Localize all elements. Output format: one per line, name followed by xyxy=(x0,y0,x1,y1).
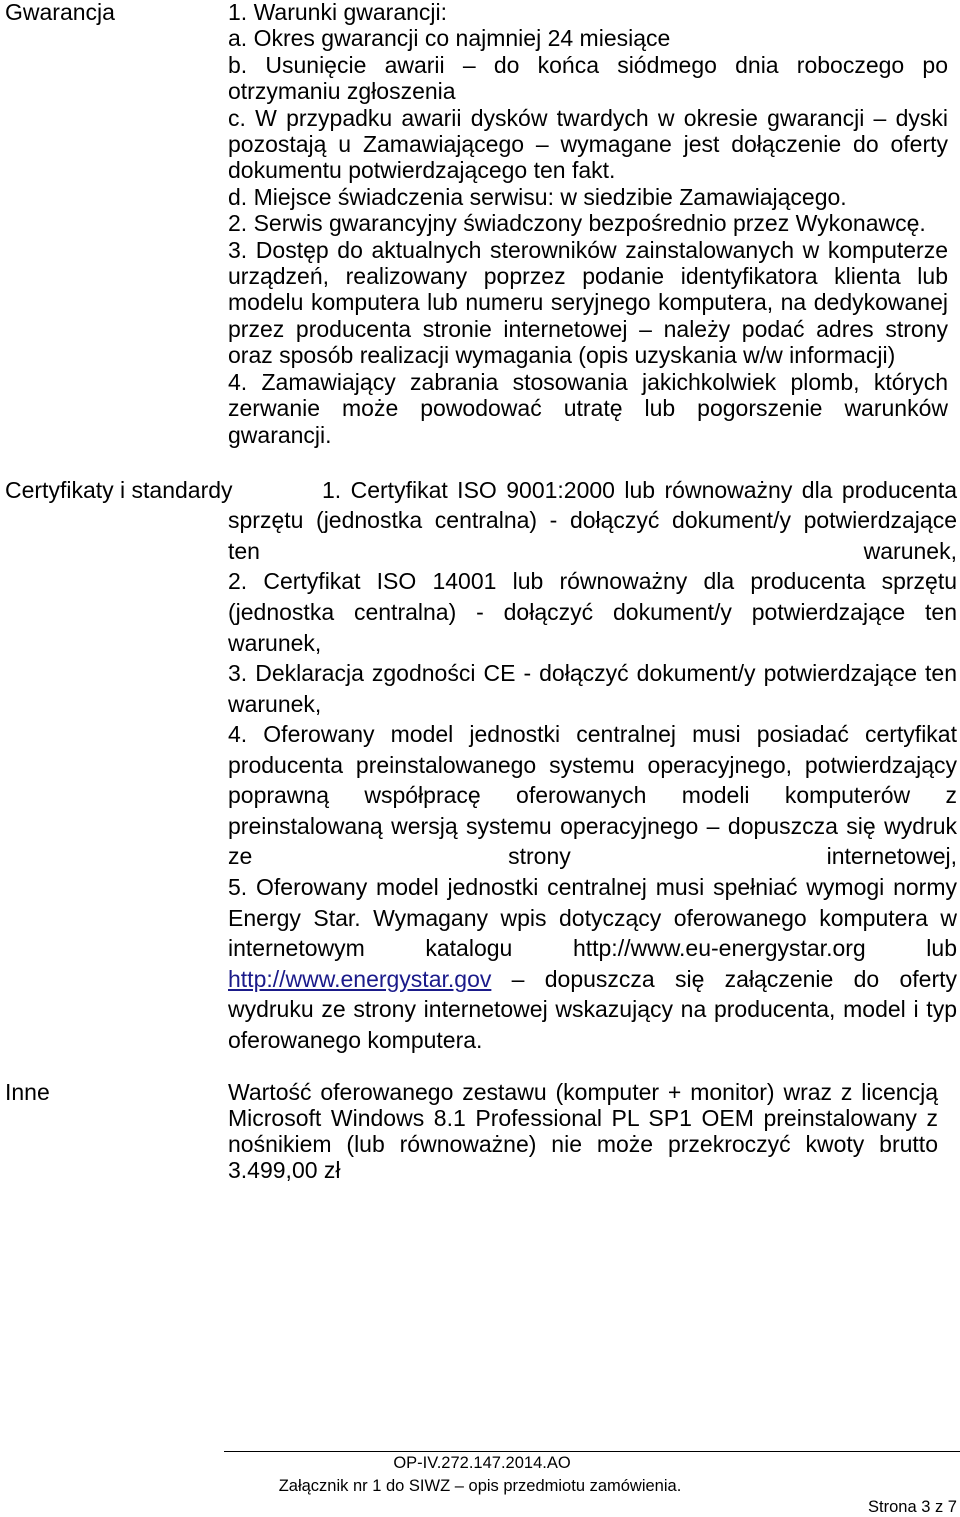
text-line: 4. Oferowany model jednostki centralnej musi posiadać certyfikat xyxy=(228,721,957,748)
text-line: otrzymaniu zgłoszenia xyxy=(228,78,456,105)
link-trailing-text: – dopuszcza się załączenie do oferty xyxy=(511,965,958,992)
text-line: urządzeń, realizowany poprzez podanie identyfikatora klienta lub xyxy=(228,263,948,290)
section-certificates-body xyxy=(228,475,957,1056)
text-line: internetowym katalogu http://www.eu-energystar.org lub xyxy=(228,935,957,962)
other-item xyxy=(228,1079,938,1183)
warranty-item xyxy=(228,52,948,105)
text-line: zerwanie może powodować utratę lub pogorszenie warunków xyxy=(228,395,948,422)
text-line: nośnikiem (lub równoważne) nie może przekroczyć kwoty brutto xyxy=(228,1131,938,1157)
certificate-item xyxy=(228,719,957,872)
warranty-item xyxy=(228,25,948,51)
text-line: d. Miejsce świadczenia serwisu: w siedzibie Zamawiającego. xyxy=(228,183,847,210)
text-line: (jednostka centralna) - dołączyć dokument/y potwierdzające ten xyxy=(228,598,957,625)
text-line: ze strony internetowej, xyxy=(228,843,957,870)
text-line: Energy Star. Wymagany wpis dotyczący oferowanego komputera w xyxy=(228,904,957,931)
warranty-item xyxy=(228,210,948,236)
text-line: oferowanego komputera. xyxy=(228,1026,483,1053)
section-label-certificates: Certyfikaty i standardy xyxy=(5,476,233,503)
text-line: 1. Warunki gwarancji: xyxy=(228,0,448,25)
section-label-warranty: Gwarancja xyxy=(5,0,115,25)
warranty-item xyxy=(228,237,948,369)
text-line: 1. Certyfikat ISO 9001:2000 lub równoważny dla producenta xyxy=(322,476,957,503)
warranty-item xyxy=(228,105,948,184)
section-other-body xyxy=(228,1079,938,1183)
text-line: 4. Zamawiający zabrania stosowania jakichkolwiek plomb, których xyxy=(228,368,948,395)
certificate-item xyxy=(228,475,957,567)
text-line: sprzętu (jednostka centralna) - dołączyć dokument/y potwierdzające xyxy=(228,507,957,534)
text-line: 3. Dostęp do aktualnych sterowników zainstalowanych w komputerze xyxy=(228,236,948,263)
text-line-with-link xyxy=(228,964,957,995)
text-line: poprawną współpracę oferowanych modeli komputerów z xyxy=(228,782,957,809)
text-line: b. Usunięcie awarii – do końca siódmego dnia roboczego po xyxy=(228,51,948,78)
footer-attachment-title: Załącznik nr 1 do SIWZ – opis przedmiotu zamówienia. xyxy=(278,1477,682,1495)
text-line: przez producenta stronie internetowej – należy podać adres strony xyxy=(228,315,948,342)
warranty-item xyxy=(228,0,948,25)
text-line: modelu komputera lub numeru seryjnego komputera, na dedykowanej xyxy=(228,289,948,316)
warranty-item xyxy=(228,369,948,448)
text-line: warunek, xyxy=(228,629,322,656)
text-line: 2. Certyfikat ISO 14001 lub równoważny dla producenta sprzętu xyxy=(228,568,957,595)
section-warranty-body xyxy=(228,0,948,448)
text-line: c. W przypadku awarii dysków twardych w okresie gwarancji – dyski xyxy=(228,104,948,131)
text-line: warunek, xyxy=(228,690,322,717)
text-line: 2. Serwis gwarancyjny świadczony bezpośrednio przez Wykonawcę. xyxy=(228,210,926,237)
text-line: pozostają u Zamawiającego – wymagane jest dołączenie do oferty xyxy=(228,131,948,158)
energystar-link[interactable]: http://www.energystar.gov xyxy=(228,965,492,992)
page-number: Strona 3 z 7 xyxy=(868,1498,957,1516)
text-line: Wartość oferowanego zestawu (komputer + monitor) wraz z licencją xyxy=(228,1079,938,1105)
section-label-other: Inne xyxy=(5,1079,50,1105)
text-line: gwarancji. xyxy=(228,421,332,448)
text-line: 3. Deklaracja zgodności CE - dołączyć dokument/y potwierdzające ten xyxy=(228,660,957,687)
certificate-item xyxy=(228,658,957,719)
text-line: a. Okres gwarancji co najmniej 24 miesiące xyxy=(228,25,671,52)
certificate-item xyxy=(228,566,957,658)
text-line: oraz sposób realizacji wymagania (opis uzyskania w/w informacji) xyxy=(228,342,896,369)
text-line: 3.499,00 zł xyxy=(228,1157,341,1183)
text-line: ten warunek, xyxy=(228,537,957,564)
text-line: wydruku ze strony internetowej wskazujący na producenta, model i typ xyxy=(228,996,957,1023)
text-line: Microsoft Windows 8.1 Professional PL SP1 OEM preinstalowany z xyxy=(228,1105,938,1131)
text-line: producenta preinstalowanego systemu operacyjnego, potwierdzający xyxy=(228,751,957,778)
text-line: preinstalowaną wersją systemu operacyjnego – dopuszcza się wydruk xyxy=(228,812,957,839)
warranty-item xyxy=(228,184,948,210)
footer-reference: OP-IV.272.147.2014.AO xyxy=(393,1454,571,1472)
text-line: 5. Oferowany model jednostki centralnej musi spełniać wymogi normy xyxy=(228,874,957,900)
certificate-item xyxy=(228,872,957,1055)
text-line: dokumentu potwierdzającego ten fakt. xyxy=(228,157,616,184)
